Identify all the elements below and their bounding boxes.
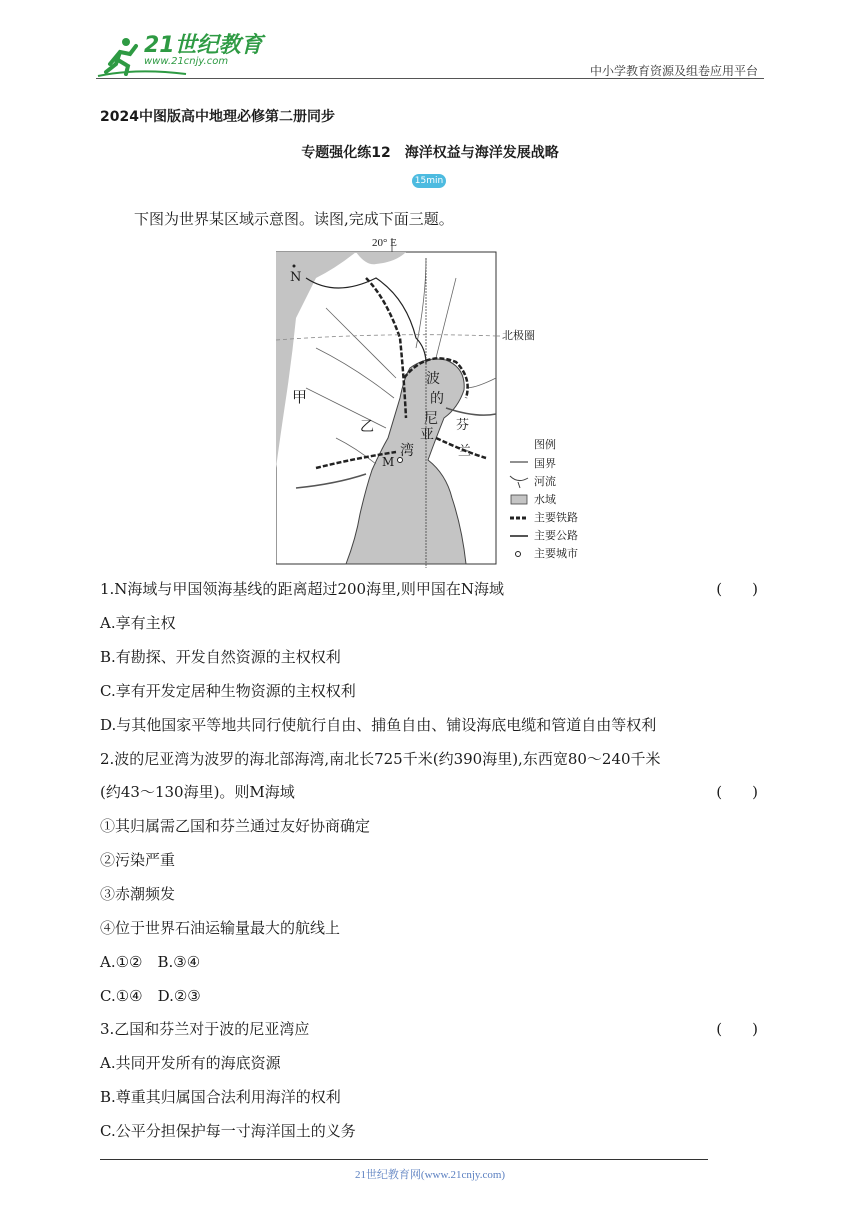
- question-2-item-3: ③赤潮频发: [100, 885, 176, 903]
- question-1-option-b: B.有勘探、开发自然资源的主权权利: [100, 648, 341, 666]
- header-divider: [96, 78, 764, 79]
- question-1-stem: 1.N海域与甲国领海基线的距离超过200海里,则甲国在N海域: [100, 580, 504, 598]
- question-2-item-2: ②污染严重: [100, 851, 176, 869]
- legend-item-railway: 主要铁路: [534, 511, 578, 524]
- north-label: N: [290, 270, 302, 285]
- logo-url: www.21cnjy.com: [144, 56, 229, 67]
- legend-item-border: 国界: [534, 457, 556, 470]
- legend-symbols: [508, 454, 532, 564]
- longitude-label: 20° E: [372, 237, 397, 249]
- question-2-stem-line2: (约43～130海里)。则M海域: [100, 783, 295, 801]
- timer-badge: 15min: [412, 174, 446, 188]
- legend-item-river: 河流: [534, 475, 556, 488]
- page-footer: 21世纪教育网(www.21cnjy.com): [354, 1169, 506, 1181]
- arctic-circle-label: 北极圈: [502, 329, 535, 342]
- document-title: 2024中图版高中地理必修第二册同步: [100, 109, 335, 125]
- question-2-options-cd: C.①④ D.②③: [100, 987, 201, 1005]
- legend-title: 图例: [534, 438, 556, 451]
- question-3-stem: 3.乙国和芬兰对于波的尼亚湾应: [100, 1020, 310, 1038]
- finland-label-2: 兰: [458, 444, 472, 459]
- question-2-options-ab: A.①② B.③④: [100, 953, 201, 971]
- question-1-option-c: C.享有开发定居种生物资源的主权权利: [100, 682, 356, 700]
- footer-divider: [100, 1159, 708, 1160]
- question-3-option-b: B.尊重其归属国合法利用海洋的权利: [100, 1088, 341, 1106]
- bay-label-3: 尼: [424, 411, 438, 427]
- question-1-answer-blank: ( ): [716, 580, 758, 598]
- city-m-label: M: [382, 455, 395, 469]
- finland-label-1: 芬: [456, 418, 470, 433]
- bay-label-1: 波: [426, 371, 440, 387]
- question-2-item-1: ①其归属需乙国和芬兰通过友好协商确定: [100, 817, 371, 835]
- country-yi-label: 乙: [360, 419, 374, 435]
- question-2-answer-blank: ( ): [716, 783, 758, 801]
- legend-item-city: 主要城市: [534, 547, 578, 560]
- question-3-option-c: C.公平分担保护每一寸海洋国土的义务: [100, 1122, 356, 1140]
- legend-item-water: 水域: [534, 493, 556, 506]
- page-header: [96, 28, 764, 80]
- question-1-option-d: D.与其他国家平等地共同行使航行自由、捕鱼自由、铺设海底电缆和管道自由等权利: [100, 716, 657, 734]
- question-2-item-4: ④位于世界石油运输量最大的航线上: [100, 919, 341, 937]
- question-3-option-a: A.共同开发所有的海底资源: [100, 1054, 281, 1072]
- question-2-stem-line1: 2.波的尼亚湾为波罗的海北部海湾,南北长725千米(约390海里),东西宽80～240千米: [100, 750, 661, 768]
- legend-item-road: 主要公路: [534, 529, 578, 542]
- logo-text: 21世纪教育: [144, 33, 263, 58]
- document-subtitle: 专题强化练12 海洋权益与海洋发展战略: [301, 145, 559, 161]
- question-3-answer-blank: ( ): [716, 1020, 758, 1038]
- bay-label-4: 亚: [420, 427, 434, 443]
- bay-label-2: 的: [430, 391, 444, 407]
- question-1-option-a: A.享有主权: [100, 614, 176, 632]
- country-jia-label: 甲: [292, 388, 308, 406]
- intro-text: 下图为世界某区域示意图。读图,完成下面三题。: [134, 210, 454, 228]
- platform-name: 中小学教育资源及组卷应用平台: [589, 64, 758, 78]
- bay-label-5: 湾: [400, 443, 414, 459]
